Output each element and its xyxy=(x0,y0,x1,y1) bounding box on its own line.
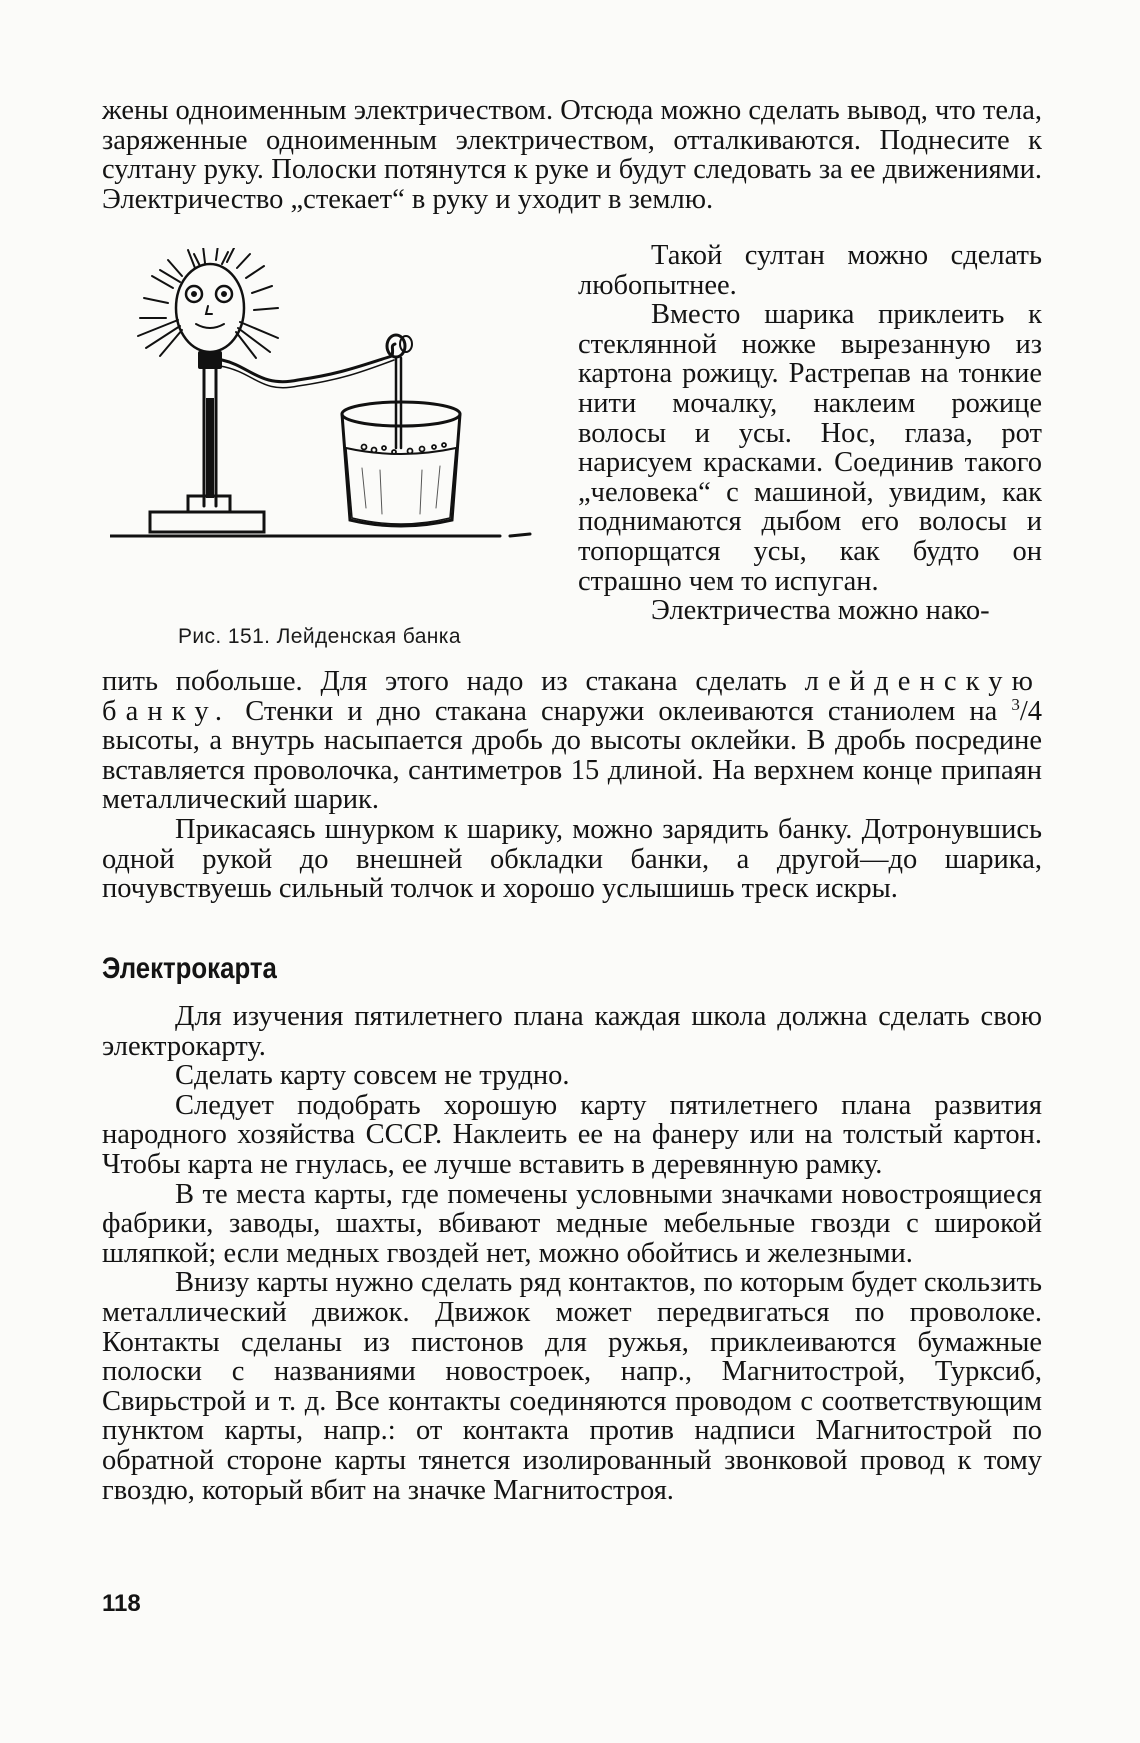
fraction-denominator: /4 xyxy=(1019,695,1042,727)
paragraph-electromap-3: Следует подобрать хорошую карту пятилетнего плана развития народного хозяйства СССР. Наклеить ее на фанеру или на толстый картон. Чтобы карта не гнулась, ее лучше вставить в деревянную рамку. xyxy=(102,1089,1042,1180)
table-line xyxy=(110,534,530,536)
hair-strands xyxy=(140,248,278,318)
mouth xyxy=(196,324,224,328)
text-block-leyden xyxy=(102,667,1042,904)
leyden-jar-illustration xyxy=(110,248,550,608)
insulator-clamp xyxy=(198,351,222,369)
nose xyxy=(206,306,212,314)
stand-base xyxy=(150,512,264,532)
paragraph-sultan: Такой султан можно сделать любопытнее. xyxy=(578,240,1042,301)
paragraph-electromap-2: Сделать карту совсем не трудно. xyxy=(175,1060,570,1092)
text-block-top xyxy=(102,96,1042,214)
spaced-term: лейденскую банку. xyxy=(102,666,1042,727)
stand-base-top xyxy=(188,496,230,512)
page-number: 118 xyxy=(102,1590,141,1617)
text-block-section xyxy=(102,1002,1042,1505)
paragraph-leyden: пить побольше. Для этого надо из стакана сделать лейденскую банку. Стенки и дно стакана снаружи оклеиваются станиолем на $^3$/4 высоты, а внутрь насыпается дробь до высоты оклейки. В дробь посредине вставляется проволочка, сантиметров 15 длиной. На верхнем конце припаян металлический шарик. xyxy=(102,666,1042,816)
paragraph-face: Вместо шарика приклеить к стеклянной ножке вырезанную из картона рожицу. Растрепав на тонкие нити мочалку, наклеим рожице волосы и усы. Нос, глаза, рот нарисуем красками. Соединив такого „человека“ с машиной, увидим, как поднимаются дыбом его волосы и топорщатся усы, как будто он страшно чем то испуган. xyxy=(578,299,1042,597)
fraction-numerator: 3 xyxy=(1011,694,1020,714)
paragraph-electromap-4: В те места карты, где помечены условными значками новостроящиеся фабрики, заводы, шахты, вбивают медные мебельные гвозди с широкой шляпкой; если медных гвоздей нет, можно обойтись и железными. xyxy=(102,1178,1042,1269)
face-outline xyxy=(176,264,244,352)
figure-caption: Рис. 151. Лейденская банка xyxy=(178,625,461,648)
paragraph-continued: жены одноименным электричеством. Отсюда можно сделать вывод, что тела, заряженные одноименным электричеством, отталкиваются. Поднесите к султану руку. Полоски потянутся к руке и будут следовать за ее движениями. Электричество „стекает“ в руку и уходит в землю. xyxy=(102,95,1042,215)
paragraph-electromap-1: Для изучения пятилетнего плана каждая школа должна сделать свою электрокарту. xyxy=(102,1001,1042,1062)
side-column xyxy=(578,241,1042,626)
paragraph-accumulate-start: Электричества можно нако- xyxy=(651,595,990,627)
section-heading: Электрокарта xyxy=(102,952,277,985)
jar-foil xyxy=(346,448,456,524)
paragraph-charge: Прикасаясь шнурком к шарику, можно зарядить банку. Дотронувшись одной рукой до внешней обкладки банки, а другой—до шарика, почувствуешь сильный толчок и хорошо услышишь треск искры. xyxy=(102,813,1042,905)
paragraph-electromap-5: Внизу карты нужно сделать ряд контактов, по которым будет скользить металлический движок. Движок может передвигаться по проволоке. Контакты сделаны из пистонов для ружья, приклеиваются бумажные полоски с названиями новостроек, напр., Магнитострой, Турксиб, Свирьстрой и т. д. Все контакты соединяются проводом с соответствующим пунктом карты, напр.: от контакта против надписи Магнитострой по обратной стороне карты тянется изолированный звонковой провод к тому гвоздю, который вбит на значке Магнитостроя. xyxy=(102,1267,1042,1506)
